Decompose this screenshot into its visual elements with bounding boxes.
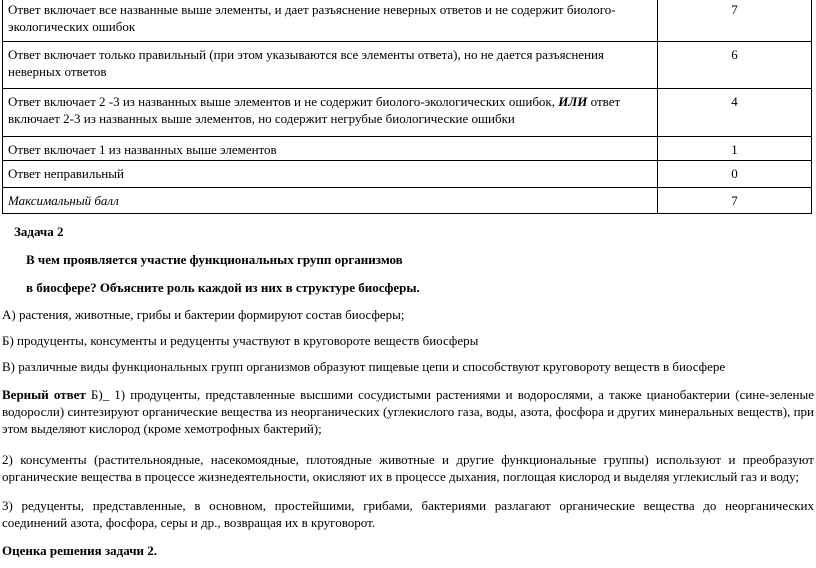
answer-point-1: 1) продуценты, представленные высшими сосудистыми растениями и водорослями, а также цианобактерии (сине-зеленые водоросли) синтезируют органические вещества из неорганических (углекислого газа, воды, азота, фосфора и других минеральных веществ), при этом выделяют кислород (кроме хемотрофных бактерий); [2,387,814,436]
criterion-score: 4 [658,89,812,137]
answer-paragraph-3: 3) редуценты, представленные, в основном, простейшими, грибами, бактериями разлагают органические вещества до неорганических соединений азота, фосфора, серы и др., возвращая их в круговорот. [2,498,814,530]
table-row [3,188,812,214]
table-row [3,89,812,137]
criterion-description: Ответ включает все названные выше элементы, и дает разъяснение неверных ответов и не содержит биолого-экологических ошибок [3,0,658,42]
criterion-score: 7 [658,188,812,214]
answer-choice: Б)_ [85,387,110,402]
criterion-score: 6 [658,42,812,89]
answer-paragraph-2: 2) консументы (растительноядные, насекомоядные, плотоядные животные и другие функциональные группы) используют и преобразуют органические вещества в процессе жизнедеятельности, окисляют их в процессе дыхания, поглощая кислород и выделяя углекислый газ и воду; [2,452,814,484]
evaluation-heading: Оценка решения задачи 2. [2,543,158,558]
criterion-description: Ответ неправильный [3,161,658,188]
option-b: Б) продуценты, консументы и редуценты участвуют в круговороте веществ биосферы [2,333,479,348]
table-row [3,137,812,161]
criterion-score: 7 [658,0,812,42]
table-row [3,42,812,89]
table-row [3,161,812,188]
criterion-description [3,89,658,137]
criterion-description: Максимальный балл [3,188,658,214]
option-v: В) различные виды функциональных групп организмов образуют пищевые цепи и способствуют круговороту веществ в биосфере [2,359,726,374]
task-question-line1: В чем проявляется участие функциональных групп организмов [26,252,403,267]
answer-label: Верный ответ [2,387,86,402]
criterion-or-keyword: ИЛИ [558,94,588,109]
grading-criteria-table [2,0,812,214]
criterion-text-part2: ответ включает 2-3 из названных выше элементов, но содержит негрубые биологические ошибки [8,94,621,126]
table-row [3,0,812,42]
task-question-line2: в биосфере? Объясните роль каждой из них в структуре биосферы. [26,280,420,295]
criterion-description: Ответ включает только правильный (при этом указываются все элементы ответа), но не дается разъяснения неверных ответов [3,42,658,89]
criterion-description: Ответ включает 1 из названных выше элементов [3,137,658,161]
task-title: Задача 2 [14,224,64,239]
option-a: А) растения, животные, грибы и бактерии формируют состав биосферы; [2,307,405,322]
criterion-text-part1: Ответ включает 2 -3 из названных выше элементов и не содержит биолого-экологических ошибок, [8,94,559,109]
criterion-score: 1 [658,137,812,161]
criterion-score: 0 [658,161,812,188]
answer-paragraph-1 [2,386,814,437]
